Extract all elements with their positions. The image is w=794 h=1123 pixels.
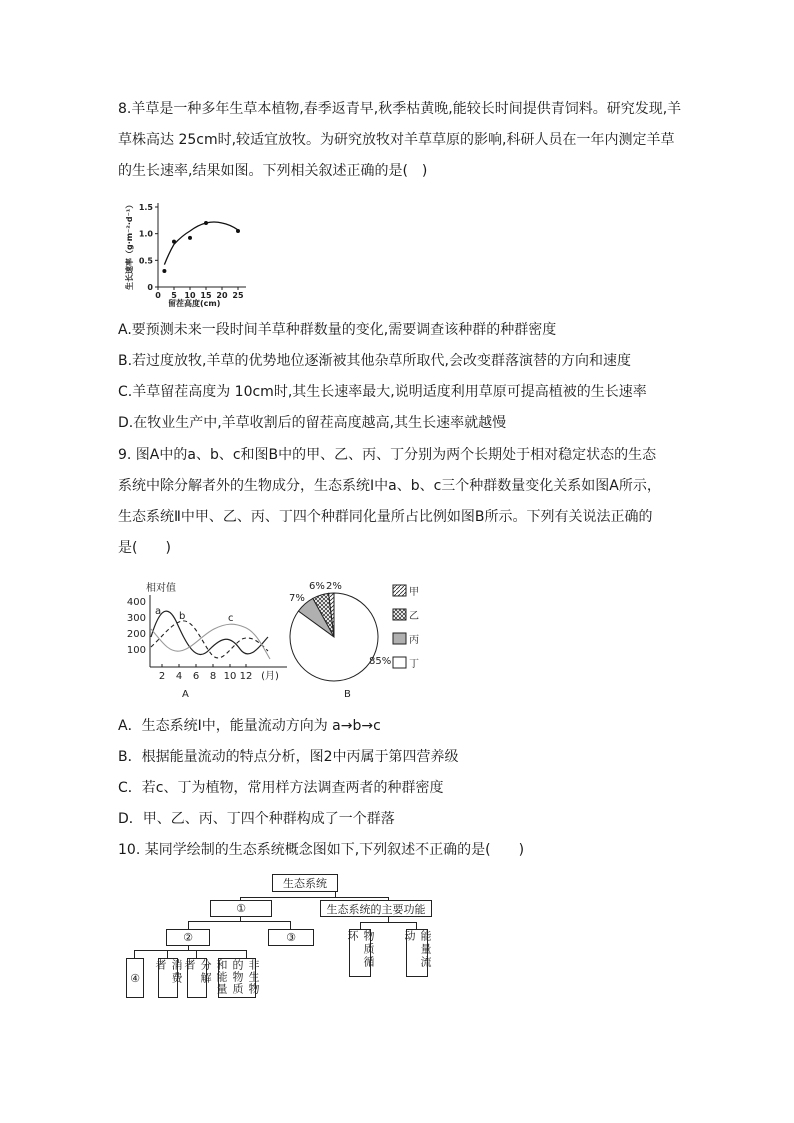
concept-diagram	[120, 872, 450, 1002]
chart-a-ytick-label: 200	[126, 629, 146, 640]
q9-option-a: A．生态系统Ⅰ中，能量流动方向为 a→b→c	[118, 718, 381, 734]
pie-label-2: 2%	[326, 581, 342, 592]
pie-legend	[392, 582, 437, 677]
growth-xtick-label: 0	[155, 291, 161, 300]
growth-ytick-label: 0	[147, 283, 153, 292]
q9-option-d: D．甲、乙、丙、丁四个种群构成了一个群落	[118, 811, 395, 827]
node-1: ①	[210, 900, 272, 917]
growth-chart-ylabel: 生长速率（g·m⁻²·d⁻¹）	[125, 200, 134, 290]
chart-a-xlabel: (月)	[261, 671, 279, 682]
q9-stem-line1: 9. 图A中的a、b、c和图B中的甲、乙、丙、丁分别为两个长期处于相对稳定状态的生态	[118, 447, 657, 463]
label-b: b	[179, 611, 186, 622]
legend-bing: 丙	[409, 635, 419, 646]
chart-a-xtick-label: 8	[209, 671, 217, 682]
chart-a-xtick-label: 6	[192, 671, 200, 682]
legend-yi: 乙	[409, 611, 419, 622]
growth-rate-chart	[118, 195, 258, 313]
q9-option-b: B．根据能量流动的特点分析，图2中丙属于第四营养级	[118, 749, 459, 765]
node-energy-flow: 能量流动	[406, 929, 428, 977]
node-ecosystem: 生态系统	[272, 874, 338, 892]
chart-a-xtick-label: 4	[175, 671, 183, 682]
node-material-cycle: 物质循环	[349, 929, 371, 977]
growth-data-point	[236, 229, 240, 233]
growth-xtick-label: 20	[216, 291, 228, 300]
growth-data-point	[204, 221, 208, 225]
q8-stem-line1: 8.羊草是一种多年生草本植物,春季返青早,秋季枯黄晚,能较长时间提供青饲料。研究发现,羊	[118, 101, 682, 117]
node-decomposer: 分解者	[187, 958, 207, 998]
chart-a-caption: A	[182, 689, 189, 700]
label-c: c	[228, 613, 234, 624]
legend-jia: 甲	[409, 587, 419, 598]
growth-fit-curve	[164, 222, 238, 265]
chart-a-ylabel: 相对值	[146, 583, 176, 594]
node-main-functions: 生态系统的主要功能	[320, 900, 432, 917]
q9-stem-line4: 是( )	[118, 540, 171, 556]
growth-data-point	[172, 240, 176, 244]
pie-label-6: 6%	[309, 581, 325, 592]
node-consumer: 消费者	[158, 958, 178, 998]
curve-b	[151, 621, 268, 658]
q8-stem-line2: 草株高达 25cm时,较适宜放牧。为研究放牧对羊草草原的影响,科研人员在一年内测定羊草	[118, 132, 675, 148]
q9-stem-line2: 系统中除分解者外的生物成分，生态系统Ⅰ中a、b、c三个种群数量变化关系如图A所示，	[118, 478, 661, 494]
chart-a-xtick-label: 2	[158, 671, 166, 682]
pie-label-85: 85%	[369, 656, 392, 667]
growth-ytick-label: 1.0	[138, 229, 153, 239]
chart-a-ytick-label: 300	[126, 613, 146, 624]
pie-label-7: 7%	[289, 593, 305, 604]
growth-ytick-label: 1.5	[138, 203, 153, 212]
chart-a-xtick-label: 10	[223, 671, 237, 682]
q10-stem: 10. 某同学绘制的生态系统概念图如下,下列叙述不正确的是( )	[118, 842, 525, 858]
chart-a-ytick-label: 400	[126, 597, 146, 608]
chart-a-ytick-label: 100	[126, 645, 146, 656]
q8-stem-line3: 的生长速率,结果如图。下列相关叙述正确的是( )	[118, 163, 428, 179]
growth-xtick-label: 10	[184, 291, 196, 300]
q8-option-a: A.要预测未来一段时间羊草种群数量的变化,需要调查该种群的种群密度	[118, 322, 557, 338]
node-4: ④	[126, 958, 144, 998]
q9-option-c: C．若c、丁为植物，常用样方法调查两者的种群密度	[118, 780, 444, 796]
growth-xtick-label: 15	[200, 291, 212, 300]
node-3: ③	[268, 929, 314, 946]
chart-b-caption: B	[344, 689, 351, 700]
q8-option-c: C.羊草留茬高度为 10cm时,其生长速率最大,说明适度利用草原可提高植被的生长速率	[118, 384, 647, 400]
population-change-chart	[122, 577, 292, 705]
growth-data-point	[162, 269, 166, 273]
growth-data-point	[188, 236, 192, 240]
growth-chart-xlabel: 留茬高度(cm)	[168, 299, 221, 308]
q9-stem-line3: 生态系统Ⅱ中甲、乙、丙、丁四个种群同化量所占比例如图B所示。下列有关说法正确的	[118, 509, 653, 525]
label-a: a	[155, 606, 162, 617]
node-abiotic: 非生物的物质和能量	[218, 958, 256, 998]
legend-ding: 丁	[409, 659, 419, 670]
chart-a-xtick-label: 12	[239, 671, 253, 682]
node-2: ②	[166, 929, 210, 946]
growth-ytick-label: 0.5	[138, 256, 153, 266]
q8-option-b: B.若过度放牧,羊草的优势地位逐渐被其他杂草所取代,会改变群落演替的方向和速度	[118, 353, 631, 369]
growth-xtick-label: 5	[171, 291, 177, 300]
q8-option-d: D.在牧业生产中,羊草收割后的留茬高度越高,其生长速率就越慢	[118, 415, 507, 431]
growth-xtick-label: 25	[232, 291, 244, 300]
